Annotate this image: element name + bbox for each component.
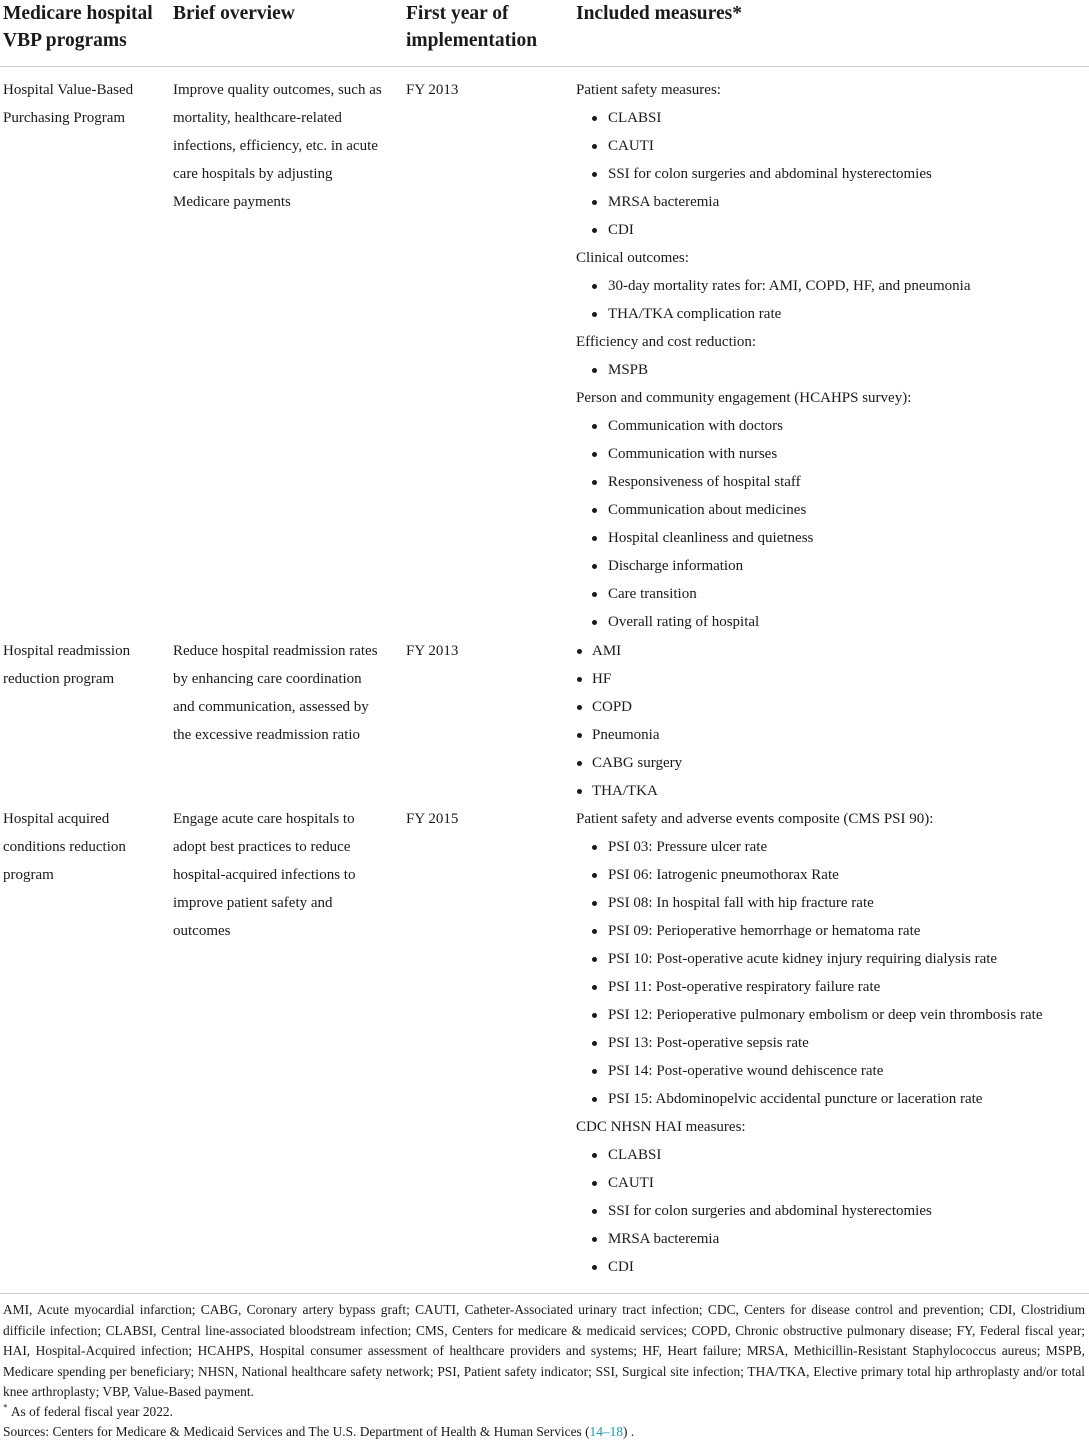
measure-item: CAUTI	[576, 132, 971, 160]
abbreviations-footnote: AMI, Acute myocardial infarction; CABG, Coronary artery bypass graft; CAUTI, Catheter-Associated urinary tract infection; CDC, Centers for disease control and prevention; CDI, Clostridium difficile infection; CLABSI, Central line-associated bloodstream infection; CMS, Centers for medicare & medicaid services; COPD, Chronic obstructive pulmonary disease; FY, Federal fiscal year; HAI, Hospital-Acquired infection; HCAHPS, Hospital consumer assessment of healthcare providers and systems; HF, Heart failure; MRSA, Methicillin-Resistant Staphylococcus aureus; MSPB, Medicare spending per beneficiary; NHSN, National healthcare safety network; PSI, Patient safety indicator; SSI, Surgical site infection; THA/TKA, Elective primary total hip arthroplasty and/or total knee arthroplasty; VBP, Value-Based payment.	[3, 1302, 1085, 1399]
row-2-overview: Reduce hospital readmission rates by enhancing care coordination and communication, assessed by the excessive readmission ratio	[173, 643, 378, 743]
row-3-measures	[576, 805, 1043, 1281]
row-2-year: FY 2013	[406, 643, 459, 659]
measure-item: HF	[576, 665, 682, 693]
measure-group-heading: Efficiency and cost reduction:	[576, 334, 757, 350]
measure-item: MRSA bacteremia	[576, 1225, 1043, 1253]
measure-item: Overall rating of hospital	[576, 608, 971, 636]
measure-item: Communication with doctors	[576, 412, 971, 440]
header-overview: Brief overview	[173, 3, 295, 24]
row-3-overview: Engage acute care hospitals to adopt best practices to reduce hospital-acquired infections to improve patient safety and outcomes	[173, 811, 356, 939]
measure-item: PSI 06: Iatrogenic pneumothorax Rate	[576, 861, 1043, 889]
measure-group-heading: Person and community engagement (HCAHPS survey):	[576, 390, 912, 406]
measure-item: THA/TKA complication rate	[576, 300, 971, 328]
measure-group-heading: CDC NHSN HAI measures:	[576, 1119, 746, 1135]
measure-item: PSI 09: Perioperative hemorrhage or hematoma rate	[576, 917, 1043, 945]
measure-item: Responsiveness of hospital staff	[576, 468, 971, 496]
measure-item: PSI 14: Post-operative wound dehiscence rate	[576, 1057, 1043, 1085]
measure-item: CAUTI	[576, 1169, 1043, 1197]
row-1-measures	[576, 76, 971, 636]
measure-item: MRSA bacteremia	[576, 188, 971, 216]
measure-item: CDI	[576, 1253, 1043, 1281]
measure-item: AMI	[576, 637, 682, 665]
reference-link[interactable]: 14–18	[589, 1424, 624, 1439]
row-1-program: Hospital Value-Based Purchasing Program	[3, 82, 134, 126]
measure-item: Communication about medicines	[576, 496, 971, 524]
measure-item: MSPB	[576, 356, 971, 384]
measure-item: Care transition	[576, 580, 971, 608]
row-1-overview: Improve quality outcomes, such as mortality, healthcare-related infections, efficiency, etc. in acute care hospitals by adjusting Medicare payments	[173, 82, 382, 210]
measure-item: PSI 08: In hospital fall with hip fracture rate	[576, 889, 1043, 917]
measure-item: Communication with nurses	[576, 440, 971, 468]
measure-item: PSI 12: Perioperative pulmonary embolism or deep vein thrombosis rate	[576, 1001, 1043, 1029]
measure-group-heading: Patient safety and adverse events composite (CMS PSI 90):	[576, 811, 934, 827]
measure-group-heading: Patient safety measures:	[576, 82, 721, 98]
header-measures: Included measures*	[576, 3, 742, 24]
row-1-year: FY 2013	[406, 82, 459, 98]
measure-item: COPD	[576, 693, 682, 721]
row-2-program: Hospital readmission reduction program	[3, 643, 131, 687]
measure-item: Hospital cleanliness and quietness	[576, 524, 971, 552]
footnote-divider	[0, 1293, 1089, 1294]
row-2-measures	[576, 637, 682, 805]
measure-item: PSI 03: Pressure ulcer rate	[576, 833, 1043, 861]
sources-footnote: Sources: Centers for Medicare & Medicaid Services and The U.S. Department of Health & Human Services (14–18) .	[3, 1424, 635, 1439]
measure-item: Discharge information	[576, 552, 971, 580]
header-programs: Medicare hospital VBP programs	[3, 3, 153, 51]
measure-item: THA/TKA	[576, 777, 682, 805]
row-3-year: FY 2015	[406, 811, 459, 827]
table-header	[0, 0, 1089, 67]
measure-item: CLABSI	[576, 104, 971, 132]
measure-item: SSI for colon surgeries and abdominal hysterectomies	[576, 1197, 1043, 1225]
measure-item: CLABSI	[576, 1141, 1043, 1169]
measure-item: CABG surgery	[576, 749, 682, 777]
measure-item: Pneumonia	[576, 721, 682, 749]
measure-item: PSI 11: Post-operative respiratory failure rate	[576, 973, 1043, 1001]
measure-item: SSI for colon surgeries and abdominal hysterectomies	[576, 160, 971, 188]
asterisk-footnote: * As of federal fiscal year 2022.	[3, 1402, 173, 1419]
measure-item: 30-day mortality rates for: AMI, COPD, HF, and pneumonia	[576, 272, 971, 300]
measure-group-heading: Clinical outcomes:	[576, 250, 689, 266]
measure-item: PSI 10: Post-operative acute kidney injury requiring dialysis rate	[576, 945, 1043, 973]
measure-item: PSI 13: Post-operative sepsis rate	[576, 1029, 1043, 1057]
measure-item: PSI 15: Abdominopelvic accidental puncture or laceration rate	[576, 1085, 1043, 1113]
row-3-program: Hospital acquired conditions reduction program	[3, 811, 126, 883]
header-first-year: First year of implementation	[406, 3, 538, 51]
measure-item: CDI	[576, 216, 971, 244]
